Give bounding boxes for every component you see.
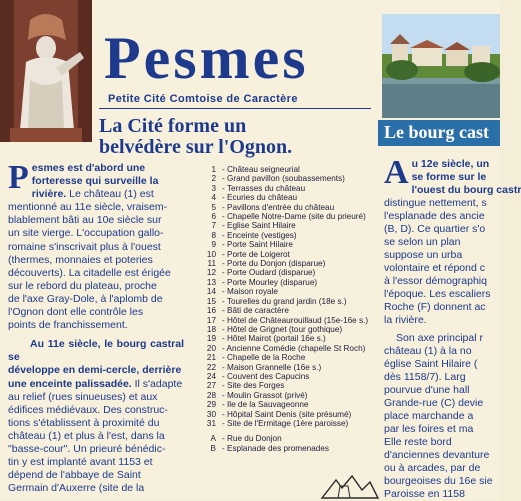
legend-item — [200, 184, 375, 193]
legend-item-number: 31 — [206, 418, 216, 428]
legend-item — [200, 231, 375, 240]
legend-item-label: - Rue du Donjon — [222, 434, 282, 444]
legend-item-label: - Tourelles du grand jardin (18e s.) — [222, 296, 347, 306]
legend-item — [200, 400, 375, 409]
text-line: tin y est implanté avant 1153 et — [8, 456, 153, 469]
legend-item-number: 14 — [206, 287, 216, 297]
legend-item — [200, 306, 375, 315]
legend-item-number: 19 — [206, 334, 216, 344]
legend-item-number: 16 — [206, 306, 216, 316]
legend-item — [200, 259, 375, 268]
text-line: d'anciennes devanture — [384, 449, 490, 461]
legend-item — [200, 268, 375, 277]
legend-item-label: - Maison Grannelle (16e s.) — [222, 362, 322, 372]
legend-item-label: - Moulin Grassot (privé) — [222, 390, 308, 400]
text-line: développe en demi-cercle, derrière — [8, 364, 182, 377]
legend-item-label: - Porte Oudard (disparue) — [222, 268, 316, 278]
legend-item — [200, 419, 375, 428]
text-line: dépend de l'abbaye de Saint — [8, 469, 141, 482]
legend-item-label: - Site de l'Ermitage (1ère paroisse) — [222, 418, 349, 428]
legend-item-number: 17 — [206, 315, 216, 325]
text-line: Paroisse en 1158 — [384, 488, 465, 500]
text-line: Elle reste bord — [384, 436, 452, 448]
bourg-paragraph-2 — [384, 332, 500, 501]
legend-item-number: 15 — [206, 296, 216, 306]
legend-item — [200, 344, 375, 353]
legend-item-label: - Terrasses du château — [222, 183, 306, 193]
text-line: romaine s'inscrivait plus à l'ouest — [8, 240, 161, 253]
legend-item-label: - Hôpital Saint Denis (site présumé) — [222, 409, 352, 419]
text-line: volontaire et répond c — [384, 262, 485, 274]
legend-item-number: A — [210, 434, 216, 444]
legend-item-number: 1 — [211, 165, 216, 174]
text-line: distingue nettement, s — [384, 197, 487, 209]
legend-item-number: 28 — [206, 390, 216, 400]
text-line: ou à arcades, par de — [384, 462, 481, 474]
legend-item-label: - Couvent des Capucins — [222, 371, 310, 381]
legend-item-number: 10 — [206, 249, 216, 259]
monument-legend — [200, 165, 375, 453]
text-line: blablement bâti au 10e siècle sur — [8, 214, 162, 227]
page-subtitle: Petite Cité Comtoise de Caractère — [108, 93, 298, 105]
text-line: Germain d'Auxerre (site de la — [8, 482, 145, 495]
legend-item-number: 27 — [206, 381, 216, 391]
legend-item-number: 2 — [211, 174, 216, 184]
legend-item-number: 20 — [206, 343, 216, 353]
legend-item-label: - Chapelle Notre-Dame (site du prieuré) — [222, 212, 366, 222]
text-line: (B, D). Ce quartier s'o — [384, 223, 486, 235]
legend-item-label: - Chapelle de la Roche — [222, 353, 306, 363]
legend-item — [200, 193, 375, 202]
text-line: place marchande a — [384, 410, 474, 422]
sketch-decoration — [318, 472, 382, 500]
legend-item — [200, 278, 375, 287]
title-divider — [99, 108, 371, 109]
banner-text: Le bourg cast — [384, 122, 489, 142]
legend-item — [200, 325, 375, 334]
legend-item — [200, 372, 375, 381]
legend-item — [200, 434, 375, 443]
text-line: au relief (rues sinueuses) et aux — [8, 390, 158, 403]
text-line: Au 11e siècle, le bourg castral se — [8, 338, 184, 364]
drop-cap: A — [384, 154, 409, 191]
section-banner — [378, 120, 500, 146]
text-line: "basse-cour". Un prieuré bénédic- — [8, 442, 166, 455]
text-line: Roche (F) donnent ac — [384, 301, 486, 313]
drop-cap: P — [8, 159, 29, 196]
text-line: à l'essor démographiq — [384, 275, 487, 287]
legend-item-label: - Bâti de caractère — [222, 306, 289, 316]
legend-item — [200, 444, 375, 453]
legend-item-label: - Château seigneurial — [222, 165, 300, 174]
intro-column — [8, 159, 184, 495]
text-line: Son axe principal r — [396, 332, 483, 344]
text-line: sur le rebord du plateau, proche — [8, 279, 157, 292]
legend-item — [200, 240, 375, 249]
legend-item-label: - Ile de la Sauvageonne — [222, 400, 309, 410]
legend-item — [200, 203, 375, 212]
statue-photo — [0, 0, 92, 142]
legend-item — [200, 410, 375, 419]
legend-item-label: - Site des Forges — [222, 381, 285, 391]
legend-item — [200, 334, 375, 343]
legend-item-number: 3 — [211, 183, 216, 193]
page-title: Pesmes — [104, 25, 309, 91]
legend-item-number: 7 — [211, 221, 216, 231]
legend-item-label: - Maison royale — [222, 287, 278, 297]
legend-item — [200, 316, 375, 325]
text-line: se selon un plan — [384, 236, 461, 248]
text-line: l'Ognon dont elle contrôle les — [8, 306, 144, 319]
legend-item-label: - Hôtel Mairot (portail 16e s.) — [222, 334, 326, 344]
legend-item-number: 12 — [206, 268, 216, 278]
intro-paragraph-2 — [8, 338, 184, 495]
legend-item-number: 21 — [206, 353, 216, 363]
town-photo — [382, 14, 500, 118]
legend-item-number: 11 — [207, 259, 216, 269]
section-heading-line-1: La Cité forme un — [99, 115, 247, 137]
text-line: rivière. — [31, 188, 67, 201]
legend-item-number: 24 — [206, 371, 216, 381]
legend-item-label: - Pavillons d'entrée du château — [222, 202, 335, 212]
legend-item — [200, 391, 375, 400]
legend-item-label: - Porte Mourley (disparue) — [222, 277, 318, 287]
text-line: découverts). La citadelle est érigée — [8, 266, 171, 279]
text-line: un site vierge. L'occupation gallo- — [8, 227, 164, 240]
bourg-paragraph-1 — [384, 154, 521, 327]
legend-item-label: - Hôtel de Châteaurouillaud (15e-16e s.) — [222, 315, 369, 325]
text-line: par les foires et ma — [384, 423, 474, 435]
legend-item-number: 8 — [211, 230, 216, 240]
legend-item-number: 30 — [206, 409, 216, 419]
bourg-column — [384, 154, 521, 500]
text-line: l'esplanade des ancie — [384, 210, 485, 222]
legend-item — [200, 250, 375, 259]
legend-item-label: - Eglise Saint Hilaire — [222, 221, 296, 231]
text-line: château (1) et plus à l'est, dans la — [8, 429, 165, 442]
legend-item — [200, 287, 375, 296]
legend-item — [200, 381, 375, 390]
text-line: forteresse qui surveille la — [31, 175, 159, 188]
legend-item-number: 13 — [206, 277, 216, 287]
legend-item-label: - Esplanade des promenades — [222, 443, 329, 453]
text-line: se forme sur le — [411, 171, 487, 183]
text-line: château (1) à la no — [384, 345, 472, 357]
intro-paragraph-1 — [8, 159, 184, 332]
legend-item — [200, 165, 375, 174]
legend-item-number: 18 — [206, 324, 216, 334]
text-line: bourgeoises du 16e sie — [384, 475, 493, 487]
text-line: pourvue d'une hall — [384, 384, 470, 396]
legend-item — [200, 363, 375, 372]
text-line: esmes est d'abord une — [31, 162, 146, 174]
legend-item — [200, 174, 375, 183]
text-line: édifices médiévaux. Des construc- — [8, 403, 168, 416]
text-line: (thermes, monnaies et poteries — [8, 253, 153, 266]
legend-item-label: - Enceinte (vestiges) — [222, 230, 297, 240]
legend-item-label: - Porte du Donjon (disparue) — [222, 259, 326, 269]
text-line: tions s'établissent à proximité du — [8, 416, 160, 429]
text-line: u 12e siècle, un — [411, 158, 490, 170]
legend-item — [200, 212, 375, 221]
legend-item-label: - Grand pavillon (soubassements) — [222, 174, 345, 184]
legend-item-number: 5 — [211, 202, 216, 212]
text-line: dès 1158/7). Larg — [384, 371, 466, 383]
text-line: église Saint Hilaire ( — [384, 358, 478, 370]
legend-item-number: 4 — [211, 193, 216, 203]
text-line: Il s'adapte — [131, 377, 183, 390]
text-line: Le château (1) est — [66, 188, 154, 201]
legend-item — [200, 353, 375, 362]
legend-item-label: - Porte de Loigerot — [222, 249, 290, 259]
legend-item — [200, 221, 375, 230]
section-heading-line-2: belvédère sur l'Ognon. — [99, 136, 293, 158]
text-line: une enceinte palissadée. — [8, 377, 132, 390]
text-line: la rivière. — [384, 314, 427, 326]
legend-item-number: B — [210, 443, 216, 453]
section-heading — [99, 116, 339, 158]
text-line: points de franchissement. — [8, 319, 128, 332]
legend-item-label: - Ecuries du château — [222, 193, 298, 203]
legend-item-number: 6 — [211, 212, 216, 222]
legend-item-number: 9 — [211, 240, 216, 250]
text-line: Grande-rue (C) devie — [384, 397, 484, 409]
legend-item — [200, 297, 375, 306]
text-line: suppose un urba — [384, 249, 463, 261]
legend-item-label: - Hôtel de Grignet (tour gothique) — [222, 324, 343, 334]
legend-item-number: 22 — [206, 362, 216, 372]
text-line: l'époque. Les escaliers — [384, 288, 491, 300]
text-line: de l'axe Gray-Dole, à l'aplomb de — [8, 292, 163, 305]
text-line: l'ouest du bourg castr — [411, 184, 521, 196]
text-line: mentionné au 11e siècle, vraisem- — [8, 201, 168, 214]
legend-item-label: - Ancienne Comédie (chapelle St Roch) — [222, 343, 366, 353]
legend-item-label: - Porte Saint Hilaire — [222, 240, 293, 250]
legend-item-number: 29 — [206, 400, 216, 410]
